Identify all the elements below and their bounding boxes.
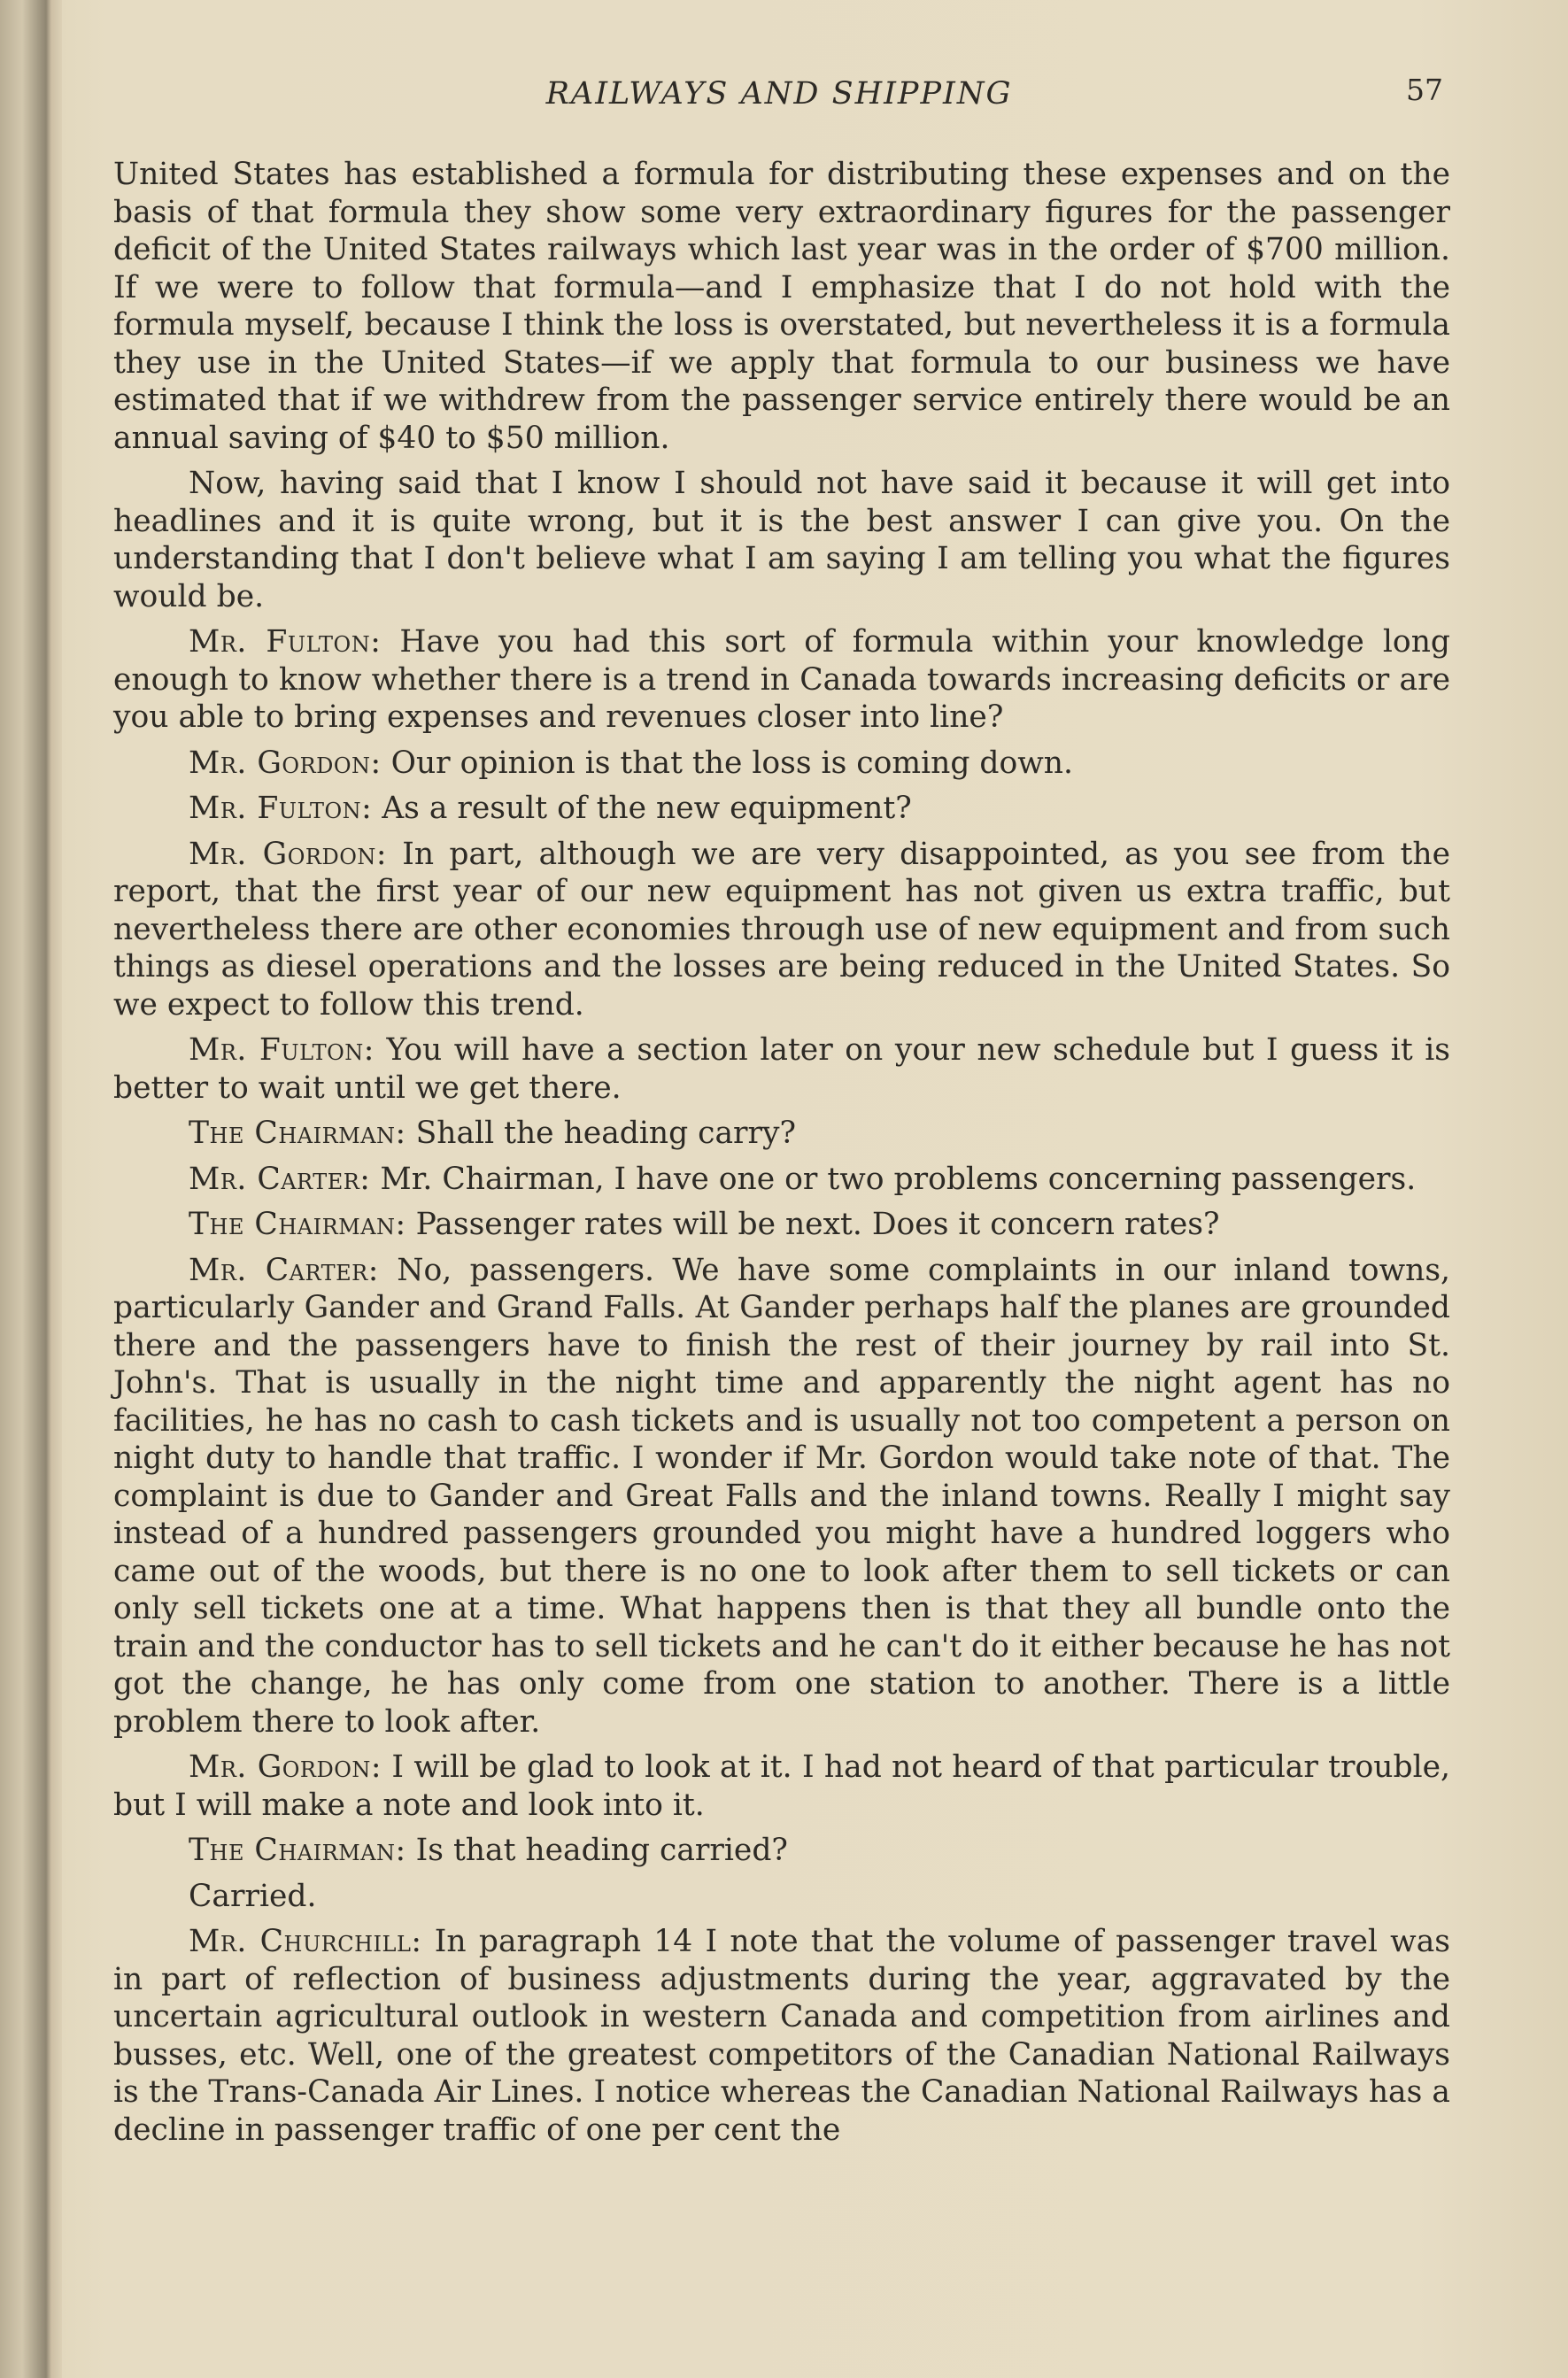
paragraph-text: As a result of the new equipment? (372, 791, 912, 826)
paragraph-text: In part, although we are very disappointed, as you see from the report, that the first year of our new equipment has not given us extra traffic, but nevertheless there are other economies through use of new equipment and from such things as diesel operations and the losses are being reduced in the United States. So we expect to follow this trend. (113, 836, 1450, 1023)
speaker-name: Mr. Gordon: (189, 745, 382, 781)
paragraph (113, 156, 1450, 457)
paragraph-text: In paragraph 14 I note that the volume of passenger travel was in part of reflection of business adjustments during the year, aggravated by the uncertain agricultural outlook in western Canada and competition from airlines and busses, etc. Well, one of the greatest competitors of the Canadian National Railways is the Trans-Canada Air Lines. I notice whereas the Canadian National Railways has a decline in passenger traffic of one per cent the (113, 1924, 1450, 2148)
paragraph (113, 745, 1450, 783)
paragraph (113, 1206, 1450, 1244)
speaker-name: Mr. Fulton: (189, 1032, 375, 1068)
paragraph-text: Carried. (189, 1878, 317, 1914)
paragraph (113, 836, 1450, 1024)
paragraph-text: Passenger rates will be next. Does it concern rates? (406, 1207, 1220, 1242)
paragraph-text: Have you had this sort of formula within your knowledge long enough to know whether there is a trend in Canada towards increasing deficits or are you able to bring expenses and revenues closer into line? (113, 624, 1451, 735)
paragraph-text: Now, having said that I know I should not have said it because it will get into headlines and it is quite wrong, but it is the best answer I can give you. On the understanding that I don't believe what I am saying I am telling you what the figures would be. (113, 466, 1450, 614)
paragraph-text: Mr. Chairman, I have one or two problems concerning passengers. (370, 1161, 1417, 1197)
paragraph (113, 790, 1450, 828)
speaker-name: The Chairman: (189, 1116, 406, 1151)
speaker-name: The Chairman: (189, 1833, 406, 1868)
paragraph (113, 465, 1450, 615)
paragraph (113, 1878, 1450, 1916)
paragraph (113, 1115, 1450, 1153)
page-header (115, 73, 1443, 120)
speaker-name: Mr. Carter: (189, 1161, 371, 1197)
page-number: 57 (1406, 73, 1443, 107)
paragraph-text: No, passengers. We have some complaints in our inland towns, particularly Gander and Grand Falls. At Gander perhaps half the planes are grounded there and the passengers have to finish the rest of their journey by rail into St. John's. That is usually in the night time and apparently the night agent has no facilities, he has no cash to cash tickets and is usually not too competent a person on night duty to handle that traffic. I wonder if Mr. Gordon would take note of that. The complaint is due to Gander and Great Falls and the inland towns. Really I might say instead of a hundred passengers grounded you might have a hundred loggers who came out of the woods, but there is no one to look after them to sell tickets or can only sell tickets one at a time. What happens then is that they all bundle onto the train and the conductor has to sell tickets and he can't do it either because he has not got the change, he has only come from one station to another. There is a little problem there to look after. (113, 1252, 1450, 1740)
paragraph-text: I will be glad to look at it. I had not heard of that particular trouble, but I will make a note and look into it. (113, 1749, 1450, 1823)
speaker-name: Mr. Fulton: (189, 624, 382, 660)
paragraph-text: You will have a section later on your new schedule but I guess it is better to wait until we get there. (113, 1032, 1450, 1106)
paragraph-text: Is that heading carried? (406, 1833, 788, 1868)
body-text (113, 156, 1450, 2157)
speaker-name: Mr. Gordon: (189, 836, 387, 872)
paragraph-text: Our opinion is that the loss is coming down. (381, 745, 1073, 781)
paragraph (113, 1252, 1450, 1741)
running-head: RAILWAYS AND SHIPPING (545, 76, 1013, 112)
paragraph (113, 623, 1450, 737)
paragraph (113, 1923, 1450, 2149)
speaker-name: Mr. Churchill: (189, 1924, 422, 1959)
paragraph (113, 1832, 1450, 1870)
book-binding (0, 0, 62, 2378)
speaker-name: Mr. Gordon: (189, 1749, 382, 1785)
paragraph (113, 1031, 1450, 1107)
speaker-name: The Chairman: (189, 1207, 406, 1242)
paragraph (113, 1161, 1450, 1199)
paragraph-text: United States has established a formula for distributing these expenses and on the basis of that formula they show some very extraordinary figures for the passenger deficit of the United States railways which last year was in the order of $700 million. If we were to follow that formula—and I emphasize that I do not hold with the formula myself, because I think the loss is overstated, but nevertheless it is a formula they use in the United States—if we apply that formula to our business we have estimated that if we withdrew from the passenger service entirely there would be an annual saving of $40 to $50 million. (113, 157, 1450, 456)
speaker-name: Mr. Fulton: (189, 791, 373, 826)
paragraph (113, 1749, 1450, 1824)
paragraph-text: Shall the heading carry? (406, 1116, 797, 1151)
speaker-name: Mr. Carter: (189, 1252, 379, 1288)
